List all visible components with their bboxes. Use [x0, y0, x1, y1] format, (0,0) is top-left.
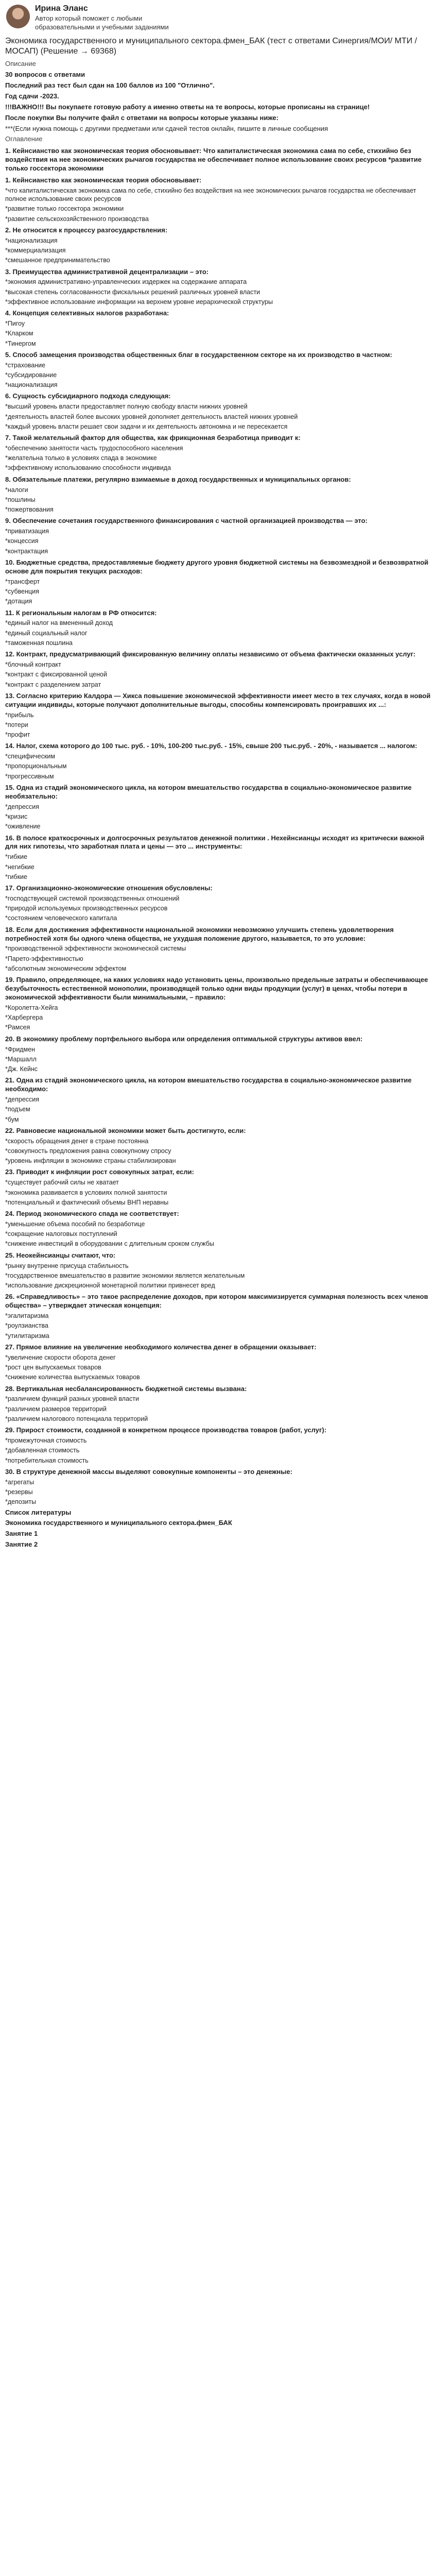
- answer-option: *обеспечению занятости часть трудоспособного населения: [5, 444, 183, 452]
- question-text: 17. Организационно-экономические отношения обусловлены:: [5, 884, 213, 892]
- answer-option: *эффективному использованию способности индивида: [5, 464, 171, 472]
- answer-option: *экономия административно-управленческих издержек на содержание аппарата: [5, 278, 247, 286]
- answer-option: *Тинергом: [5, 340, 36, 347]
- answer-option: *контрактация: [5, 547, 48, 555]
- answer-option: *агрегаты: [5, 1478, 34, 1486]
- answer-option: *профит: [5, 731, 30, 739]
- answer-option: *Маршалл: [5, 1055, 37, 1063]
- answer-option: *кризис: [5, 813, 28, 820]
- answer-option: *резервы: [5, 1488, 33, 1496]
- answer-option: *различием размеров территорий: [5, 1405, 107, 1413]
- question-text: 29. Прирост стоимости, созданной в конкретном процессе производства товаров (работ, услуг):: [5, 1426, 327, 1434]
- answer-option: *смешанное предпринимательство: [5, 257, 110, 264]
- answer-option: *производственной эффективности экономической системы: [5, 945, 186, 953]
- question-text: 21. Одна из стадий экономического цикла, на котором вмешательство государства в социально-экономическое развитие необходимо:: [5, 1076, 412, 1093]
- answer-option: *утилитаризма: [5, 1332, 49, 1340]
- question-text: 15. Одна из стадий экономического цикла, на котором вмешательство государства в социально-экономическое развитие необязательно:: [5, 783, 412, 800]
- answer-option: *различием налогового потенциала территорий: [5, 1415, 148, 1422]
- answer-option: *что капиталистическая экономика сама по себе, стихийно без воздействия на нее экономических рычагов государства не обеспечивает полное использование своих ресурсов: [5, 187, 416, 203]
- answer-option: *блочный контракт: [5, 661, 61, 669]
- question-text: 25. Неокейнсианцы считают, что:: [5, 1251, 116, 1259]
- answer-option: *Пигоу: [5, 320, 25, 328]
- answer-option: *контракт с фиксированной ценой: [5, 671, 107, 679]
- answer-option: *Харбергера: [5, 1014, 43, 1022]
- answer-option: *развитие сельскохозяйственного производства: [5, 215, 149, 223]
- answer-option: *депрессия: [5, 1096, 40, 1104]
- answer-option: *субсидирование: [5, 371, 57, 379]
- answer-option: *использование дискреционной монетарной политики привнесет вред: [5, 1282, 215, 1290]
- answer-option: *потери: [5, 721, 28, 728]
- answer-option: *Королетта-Хейга: [5, 1004, 58, 1011]
- author-block: [5, 2, 431, 36]
- question-text: 27. Прямое влияние на увеличение необходимого количества денег в обращении оказывает:: [5, 1343, 317, 1351]
- important-note: !!!ВАЖНО!!! Вы покупаете готовую работу а именно ответы на те вопросы, которые прописаны на странице!: [5, 103, 370, 111]
- answer-option: *уменьшение объема пособий по безработице: [5, 1220, 145, 1228]
- answer-option: *высокая степень согласованности фискальных решений различных уровней власти: [5, 288, 260, 296]
- author-description: Автор который поможет с любыми образовательными и учебными заданиями: [35, 14, 169, 31]
- answer-option: *коммерциализация: [5, 247, 66, 254]
- question-text: 9. Обеспечение сочетания государственного финансирования с частной организацией производства — это:: [5, 517, 368, 525]
- description-label: Описание: [5, 60, 36, 68]
- answer-option: *бум: [5, 1115, 19, 1123]
- answer-option: *подъем: [5, 1106, 30, 1113]
- question-text: 14. Налог, схема которого до 100 тыс. руб. - 10%, 100-200 тыс.руб. - 15%, свыше 200 тыс.руб. - 20%, - называется ... налогом:: [5, 742, 417, 750]
- question-text: 5. Способ замещения производства общественных благ в государственном секторе на их производство в частном:: [5, 350, 392, 359]
- answer-option: *страхование: [5, 361, 46, 369]
- question-text: 19. Правило, определяющее, на каких условиях надо установить цены, произвольно предельные затраты и обеспечивающее безубыточность естественной монополии, производящей только одни виды продукции (услуг) в ценах, чтобы потери в экономической эффективности были минимальными, – правило:: [5, 976, 428, 1001]
- toc-label: Оглавление: [5, 135, 43, 143]
- answer-option: *уровень инфляции в экономике страны стабилизирован: [5, 1157, 176, 1165]
- answer-option: *трансферт: [5, 578, 40, 585]
- question-text: 4. Концепция селективных налогов разработана:: [5, 309, 169, 317]
- year-note: Год сдачи -2023.: [5, 92, 59, 100]
- answer-option: *высший уровень власти предоставляет полную свободу власти нижних уровней: [5, 403, 248, 411]
- answer-option: *гибкие: [5, 853, 27, 861]
- answer-option: *национализация: [5, 236, 58, 244]
- question-text: 28. Вертикальная несбалансированность бюджетной системы вызвана:: [5, 1384, 247, 1393]
- answer-option: *налоги: [5, 486, 28, 494]
- answer-option: *природой используемых производственных ресурсов: [5, 905, 168, 912]
- answer-option: *Кларком: [5, 330, 33, 337]
- answer-option: *приватизация: [5, 528, 49, 535]
- question-count: 30 вопросов с ответами: [5, 71, 85, 79]
- answer-option: *оживление: [5, 823, 41, 831]
- answer-option: *сокращение налоговых поступлений: [5, 1230, 117, 1238]
- answer-option: *негибкие: [5, 863, 34, 871]
- question-text: 6. Сущность субсидиарного подхода следующая:: [5, 392, 171, 400]
- answer-option: *господствующей системой производственных отношений: [5, 894, 180, 902]
- question-text: 23. Приводит к инфляции рост совокупных затрат, если:: [5, 1168, 194, 1176]
- author-info: [35, 3, 174, 32]
- answer-option: *рынку внутренне присуща стабильность: [5, 1262, 129, 1269]
- question-text: 20. В экономику проблему портфельного выбора или определения оптимальной структуры активов ввел:: [5, 1035, 363, 1043]
- answer-option: *увеличение скорости оборота денег: [5, 1353, 116, 1361]
- answer-option: *таможенная пошлина: [5, 639, 73, 647]
- help-note: ***(Если нужна помощь с другими предметами или сдачей тестов онлайн, пишите в личные сообщения: [5, 124, 328, 132]
- question-text: 22. Равновесие национальной экономики может быть достигнуто, если:: [5, 1126, 246, 1134]
- answer-option: *специфическим: [5, 753, 56, 760]
- answer-option: *концессия: [5, 537, 39, 545]
- question-text: 13. Согласно критерию Калдора — Хикса повышение экономической эффективности имеет место в тех случаях, когда в новой ситуации индивиды, которые получают дополнительные выгоды, способны компенсировать проигравших их ...:: [5, 691, 431, 708]
- answer-option: *желательна только в условиях спада в экономике: [5, 454, 157, 462]
- answer-option: *роулзианства: [5, 1322, 48, 1330]
- answer-option: *национализация: [5, 381, 58, 389]
- references-label: Список литературы: [5, 1509, 72, 1517]
- answer-option: *субвенция: [5, 588, 39, 596]
- answer-option: *различием функций разных уровней власти: [5, 1395, 139, 1403]
- answer-option: *прибыль: [5, 711, 34, 719]
- answer-option: *каждый уровень власти решает свои задачи и их деятельность автономна и не пересекается: [5, 422, 288, 430]
- author-avatar[interactable]: [6, 5, 30, 28]
- question-text: 7. Такой желательный фактор для общества, как фрикционная безработица приводит к:: [5, 434, 301, 442]
- answer-option: *депрессия: [5, 803, 40, 810]
- question-text: 16. В полосе краткосрочных и долгосрочных результатов денежной политики . Нехейнсианцы исходят из критически важной для них гипотезы, что заработная плата и цены — это ... инструменты:: [5, 834, 425, 851]
- author-name[interactable]: Ирина Эланс: [35, 4, 88, 13]
- answer-option: *дотация: [5, 598, 32, 605]
- answer-option: *пошлины: [5, 496, 36, 503]
- question-text: 1. Кейнсианство как экономическая теория обосновывает:: [5, 176, 202, 184]
- answer-option: *абсолютным экономическим эффектом: [5, 964, 127, 972]
- answer-option: *скорость обращения денег в стране постоянна: [5, 1137, 149, 1145]
- document-title: Экономика государственного и муниципального сектора.фмен_БАК (тест с ответами Синергия/МОИ/ МТИ /МОСАП) (Решение → 69368): [5, 36, 417, 56]
- answer-option: *прогрессивным: [5, 772, 54, 780]
- question-text: 3. Преимущества административной децентрализации – это:: [5, 267, 209, 276]
- answer-option: *состоянием человеческого капитала: [5, 914, 117, 922]
- answer-option: *Фридмен: [5, 1045, 36, 1053]
- answer-option: *Рамсея: [5, 1024, 30, 1031]
- course-title: Экономика государственного и муниципального сектора.фмен_БАК: [5, 1519, 232, 1527]
- answer-option: *потенциальный и фактический объемы ВНП неравны: [5, 1198, 169, 1206]
- answer-option: *рост цен выпускаемых товаров: [5, 1364, 101, 1371]
- answer-option: *снижение количества выпускаемых товаров: [5, 1374, 140, 1381]
- questions-list: [5, 147, 431, 1506]
- answer-option: *депозиты: [5, 1498, 37, 1506]
- answer-option: *Парето-эффективностью: [5, 955, 83, 962]
- answer-option: *единый социальный налог: [5, 629, 88, 637]
- answer-option: *эффективное использование информации на верхнем уровне иерархической структуры: [5, 298, 273, 306]
- answer-option: *Дж. Кейнс: [5, 1065, 38, 1073]
- answer-option: *пропорциональным: [5, 762, 67, 770]
- lesson-1: Занятие 1: [5, 1530, 38, 1538]
- question-text: 30. В структуре денежной массы выделяют совокупные компоненты – это денежные:: [5, 1467, 292, 1476]
- answer-option: *контракт с разделением затрат: [5, 681, 101, 688]
- answer-option: *потребительная стоимость: [5, 1456, 89, 1464]
- answer-option: *единый налог на вмененный доход: [5, 619, 113, 627]
- answer-option: *снижение инвестиций в оборудовании с длительным сроком службы: [5, 1240, 214, 1248]
- answer-option: *государственное вмешательство в развитие экономики является желательным: [5, 1272, 245, 1279]
- question-text: 11. К региональным налогам в РФ относится:: [5, 608, 157, 617]
- answer-option: *деятельность властей более высоких уровней дополняет деятельность властей нижних уровней: [5, 413, 298, 420]
- answer-option: *существует рабочий силы не хватает: [5, 1179, 119, 1187]
- answer-option: *развитие только госсектора экономики: [5, 205, 124, 213]
- answer-option: *эгалитаризма: [5, 1312, 49, 1320]
- lesson-2: Занятие 2: [5, 1540, 38, 1549]
- answer-option: *совокупность предложения равна совокупному спросу: [5, 1147, 171, 1155]
- question-text: 26. «Справедливость» – это такое распределение доходов, при котором максимизируется суммарная полезность всех членов общества» – утверждает этическая концепция:: [5, 1293, 428, 1310]
- answer-option: *гибкие: [5, 873, 27, 880]
- question-text: 10. Бюджетные средства, предоставляемые бюджету другого уровня бюджетной системы на безвозмездной и безвозвратной основе для покрытия текущих расходов:: [5, 558, 429, 575]
- question-text: 1. Кейнсианство как экономическая теория обосновывает: Что капиталистическая экономика сама по себе, стихийно без воздействия на нее экономических рычагов государства не обеспечивает полное использование своих ресурсов *развитие только госсектора экономики: [5, 147, 422, 173]
- after-purchase-note: После покупки Вы получите файл с ответами на вопросы которые указаны ниже:: [5, 113, 278, 122]
- question-text: 18. Если для достижения эффективности национальной экономики невозможно улучшить степень удовлетворения потребностей хотя бы одного члена общества, не ухудшая положение другого, называется, то это условие:: [5, 925, 394, 942]
- question-text: 8. Обязательные платежи, регулярно взимаемые в доход государственных и муниципальных органов:: [5, 475, 351, 483]
- question-text: 2. Не относится к процессу разгосударствления:: [5, 226, 168, 234]
- question-text: 12. Контракт, предусматривающий фиксированную величину оплаты независимо от объема фактически оказанных услуг:: [5, 650, 416, 658]
- answer-option: *пожертвования: [5, 506, 54, 514]
- answer-option: *экономика развивается в условиях полной занятости: [5, 1189, 167, 1196]
- question-text: 24. Период экономического спада не соответствует:: [5, 1210, 179, 1218]
- answer-option: *добавленная стоимость: [5, 1447, 80, 1454]
- answer-option: *промежуточная стоимость: [5, 1437, 87, 1445]
- last-pass-note: Последний раз тест был сдан на 100 баллов из 100 "Отлично".: [5, 81, 215, 89]
